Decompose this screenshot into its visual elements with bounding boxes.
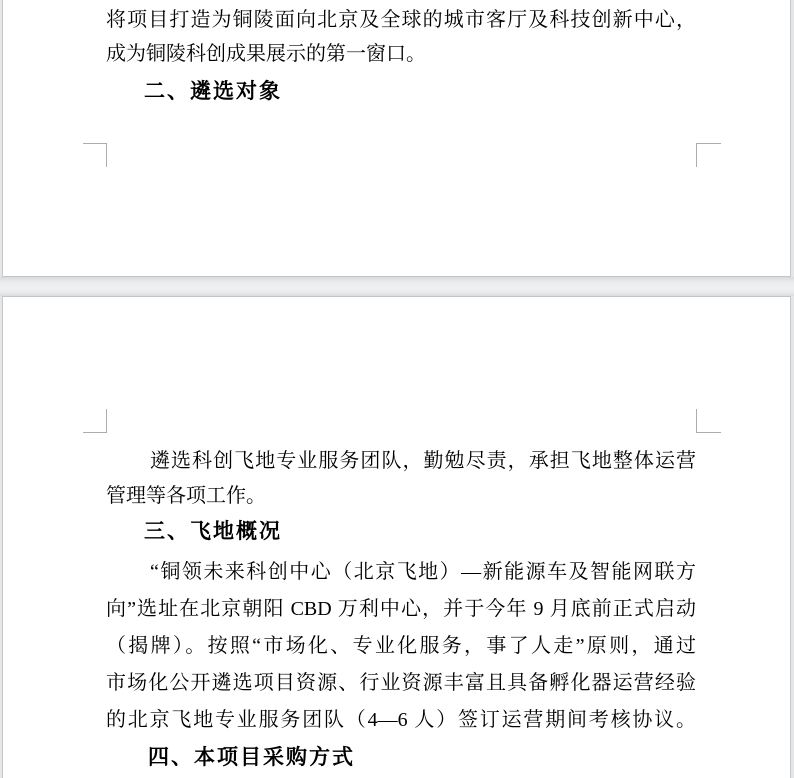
text-line[interactable]: 成为铜陵科创成果展示的第一窗口。 <box>106 43 426 65</box>
page-gap <box>0 277 794 296</box>
text-line[interactable]: 市场化公开遴选项目资源、行业资源丰富且具备孵化器运营经验 <box>106 672 696 694</box>
text-line[interactable]: 的北京飞地专业服务团队（4—6 人）签订运营期间考核协议。 <box>106 709 696 731</box>
page-1[interactable] <box>2 0 791 277</box>
section-heading-2[interactable]: 二、遴选对象 <box>144 80 282 103</box>
margin-corner-mark <box>83 143 107 167</box>
margin-corner-mark <box>696 143 721 167</box>
text-line[interactable]: 遴选科创飞地专业服务团队，勤勉尽责，承担飞地整体运营 <box>150 450 696 472</box>
section-heading-4[interactable]: 四、本项目采购方式 <box>148 746 355 769</box>
text-line[interactable]: “铜领未来科创中心（北京飞地）—新能源车及智能网联方 <box>150 561 696 583</box>
text-line[interactable]: （揭牌）。按照“市场化、专业化服务，事了人走”原则，通过 <box>106 635 696 657</box>
text-line[interactable]: 管理等各项工作。 <box>106 485 266 507</box>
margin-corner-mark <box>696 409 721 433</box>
margin-corner-mark <box>83 409 107 433</box>
page-2[interactable] <box>2 296 791 778</box>
section-heading-3[interactable]: 三、飞地概况 <box>144 520 282 543</box>
text-line[interactable]: 向”选址在北京朝阳 CBD 万利中心，并于今年 9 月底前正式启动 <box>106 598 696 620</box>
text-line[interactable]: 将项目打造为铜陵面向北京及全球的城市客厅及科技创新中心， <box>106 9 696 31</box>
